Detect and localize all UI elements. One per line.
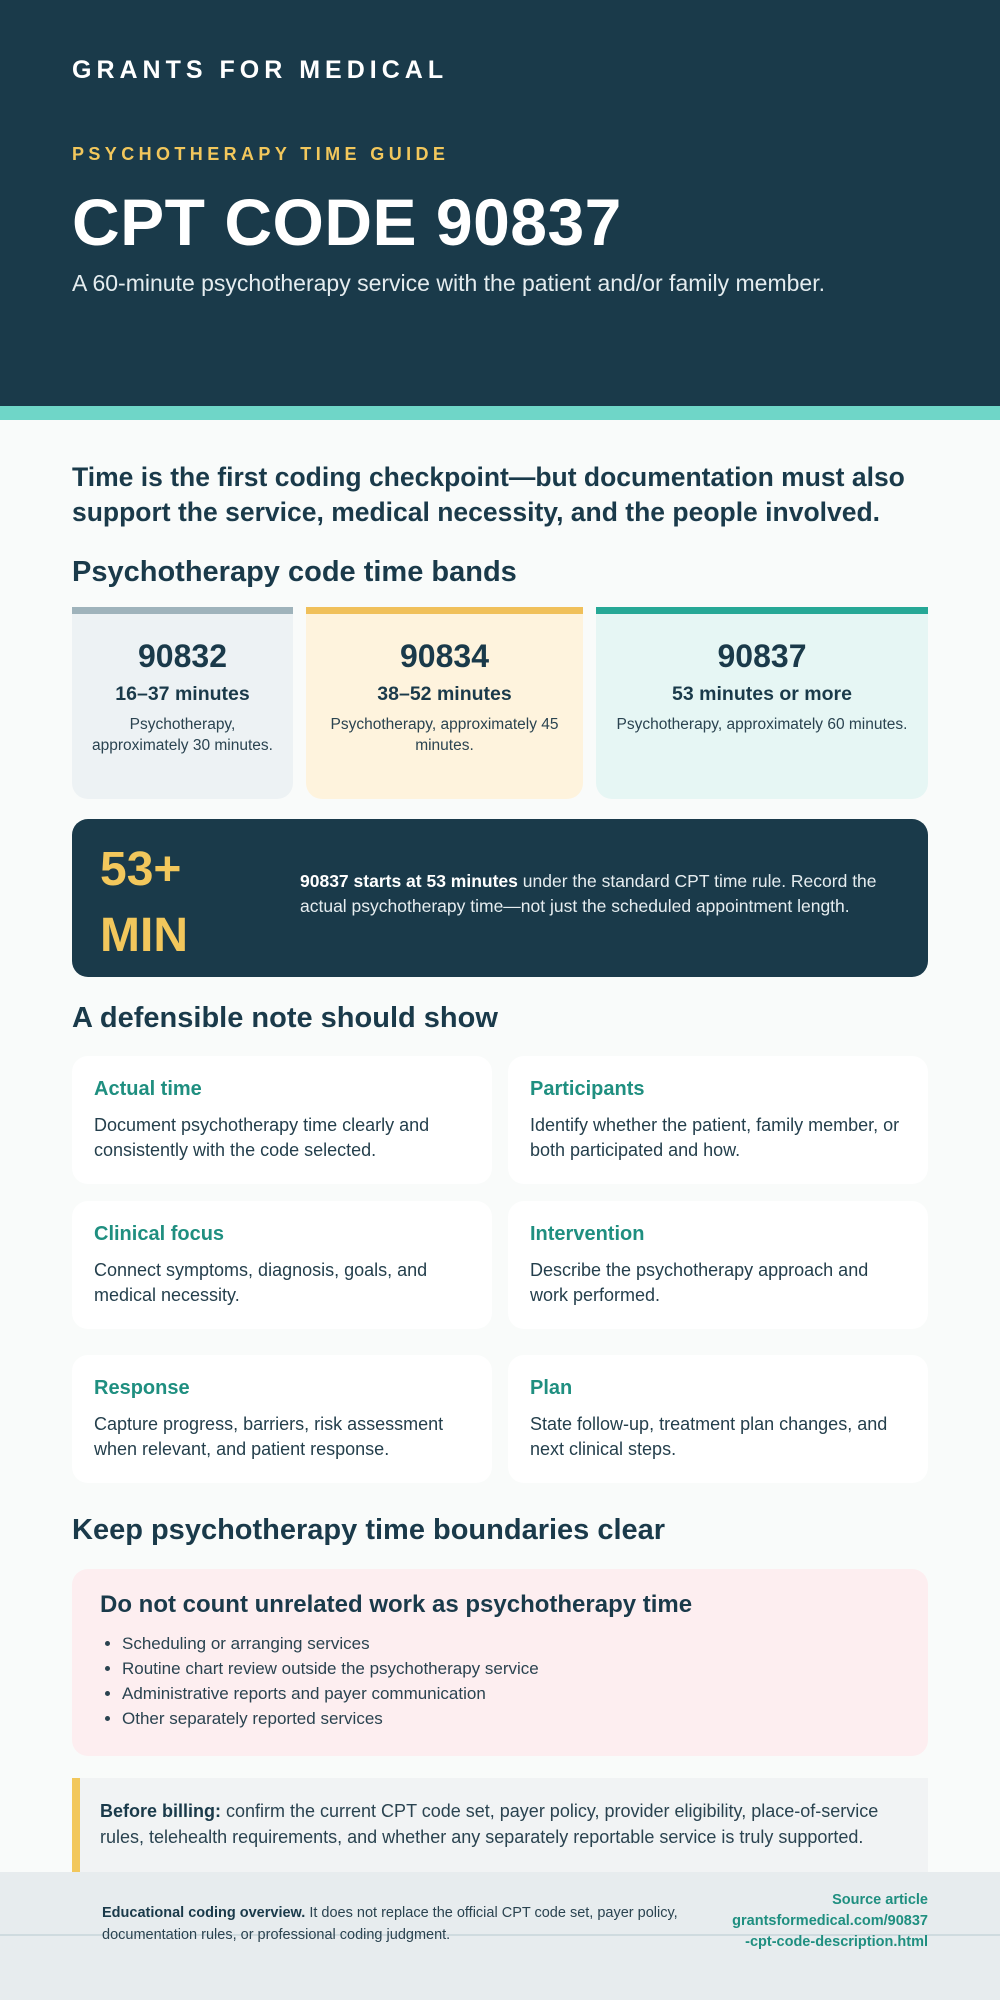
band-description: Psychotherapy, approximately 30 minutes.: [92, 716, 273, 754]
hero-banner: [0, 0, 1000, 406]
time-band-card-90832: [72, 607, 293, 799]
card-body: State follow-up, treatment plan changes, and next clinical steps.: [530, 1414, 888, 1459]
time-band-card-90837: [596, 607, 928, 799]
time-bands-heading: Psychotherapy code time bands: [72, 556, 517, 588]
time-band-card-90834: [306, 607, 583, 799]
band-code: 90834: [400, 638, 489, 674]
band-description: Psychotherapy, approximately 45 minutes.: [330, 716, 559, 754]
card-title: Participants: [530, 1078, 645, 1100]
source-block: [728, 1890, 928, 1953]
list-item: • Administrative reports and payer communication: [122, 1681, 900, 1706]
threshold-explanation: [300, 869, 900, 919]
card-body: Document psychotherapy time clearly and consistently with the code selected.: [94, 1115, 430, 1160]
note-card-intervention: [508, 1201, 928, 1329]
warning-title: Do not count unrelated work as psychotherapy time: [100, 1591, 693, 1618]
card-title: Response: [94, 1377, 190, 1399]
eyebrow-label: PSYCHOTHERAPY TIME GUIDE: [72, 144, 450, 164]
threshold-callout: [72, 819, 928, 977]
band-accent-bar: [306, 607, 583, 614]
footer: [0, 1872, 1000, 2000]
card-body: Capture progress, barriers, risk assessment when relevant, and patient response.: [94, 1414, 444, 1459]
page-title: CPT CODE 90837: [72, 185, 622, 259]
threshold-number: 53+: [100, 843, 182, 896]
list-item: • Other separately reported services: [122, 1706, 900, 1731]
threshold-unit: MIN: [100, 909, 188, 962]
excluded-work-list: [100, 1631, 900, 1731]
card-body: Connect symptoms, diagnosis, goals, and medical necessity.: [94, 1260, 428, 1305]
band-code: 90832: [138, 638, 227, 674]
card-body: Describe the psychotherapy approach and work performed.: [530, 1260, 869, 1305]
threshold-emphasis: 90837 starts at 53 minutes: [300, 871, 518, 891]
threshold-value: [100, 837, 260, 969]
boundaries-heading: Keep psychotherapy time boundaries clear: [72, 1514, 666, 1546]
threshold-detail: under the standard CPT time rule. Record the actual psychotherapy time—not just the scheduled appointment length.: [300, 871, 877, 916]
band-accent-bar: [596, 607, 928, 614]
page-subtitle: A 60-minute psychotherapy service with the patient and/or family member.: [72, 270, 825, 296]
band-code: 90837: [717, 638, 807, 674]
footer-disclaimer-label: Educational coding overview.: [102, 1905, 306, 1921]
note-card-actual-time: [72, 1056, 492, 1184]
footer-disclaimer: [102, 1902, 722, 1946]
source-label: Source article: [832, 1892, 928, 1908]
list-item: • Routine chart review outside the psychotherapy service: [122, 1656, 900, 1681]
footer-disclaimer-text: It does not replace the official CPT code set, payer policy, documentation rules, or professional coding judgment.: [102, 1905, 678, 1943]
band-range: 16–37 minutes: [115, 683, 250, 705]
note-section-heading: A defensible note should show: [72, 1002, 498, 1034]
lead-statement: Time is the first coding checkpoint—but documentation must also support the service, medical necessity, and the people involved.: [72, 462, 905, 527]
band-description: Psychotherapy, approximately 60 minutes.: [616, 716, 908, 733]
hero-stripe: [0, 406, 1000, 420]
billing-note-text: confirm the current CPT code set, payer policy, provider eligibility, place-of-service rules, telehealth requirements, and whether any separately reportable service is truly supported.: [100, 1801, 879, 1847]
note-card-clinical-focus: [72, 1201, 492, 1329]
list-item: • Scheduling or arranging services: [122, 1631, 900, 1656]
note-card-participants: [508, 1056, 928, 1184]
billing-note-label: Before billing:: [100, 1801, 221, 1821]
brand-name: GRANTS FOR MEDICAL: [72, 56, 449, 84]
card-title: Plan: [530, 1377, 573, 1399]
card-title: Intervention: [530, 1223, 645, 1245]
note-card-plan: [508, 1355, 928, 1483]
billing-note: [72, 1778, 928, 1874]
band-range: 53 minutes or more: [672, 683, 852, 705]
card-title: Clinical focus: [94, 1223, 225, 1245]
card-body: Identify whether the patient, family member, or both participated and how.: [530, 1115, 900, 1160]
note-card-response: [72, 1355, 492, 1483]
card-title: Actual time: [94, 1078, 202, 1100]
boundaries-warning-box: [72, 1569, 928, 1756]
source-link[interactable]: grantsformedical.com/90837-cpt-code-description.html: [732, 1913, 928, 1950]
band-range: 38–52 minutes: [377, 683, 512, 705]
band-accent-bar: [72, 607, 293, 614]
